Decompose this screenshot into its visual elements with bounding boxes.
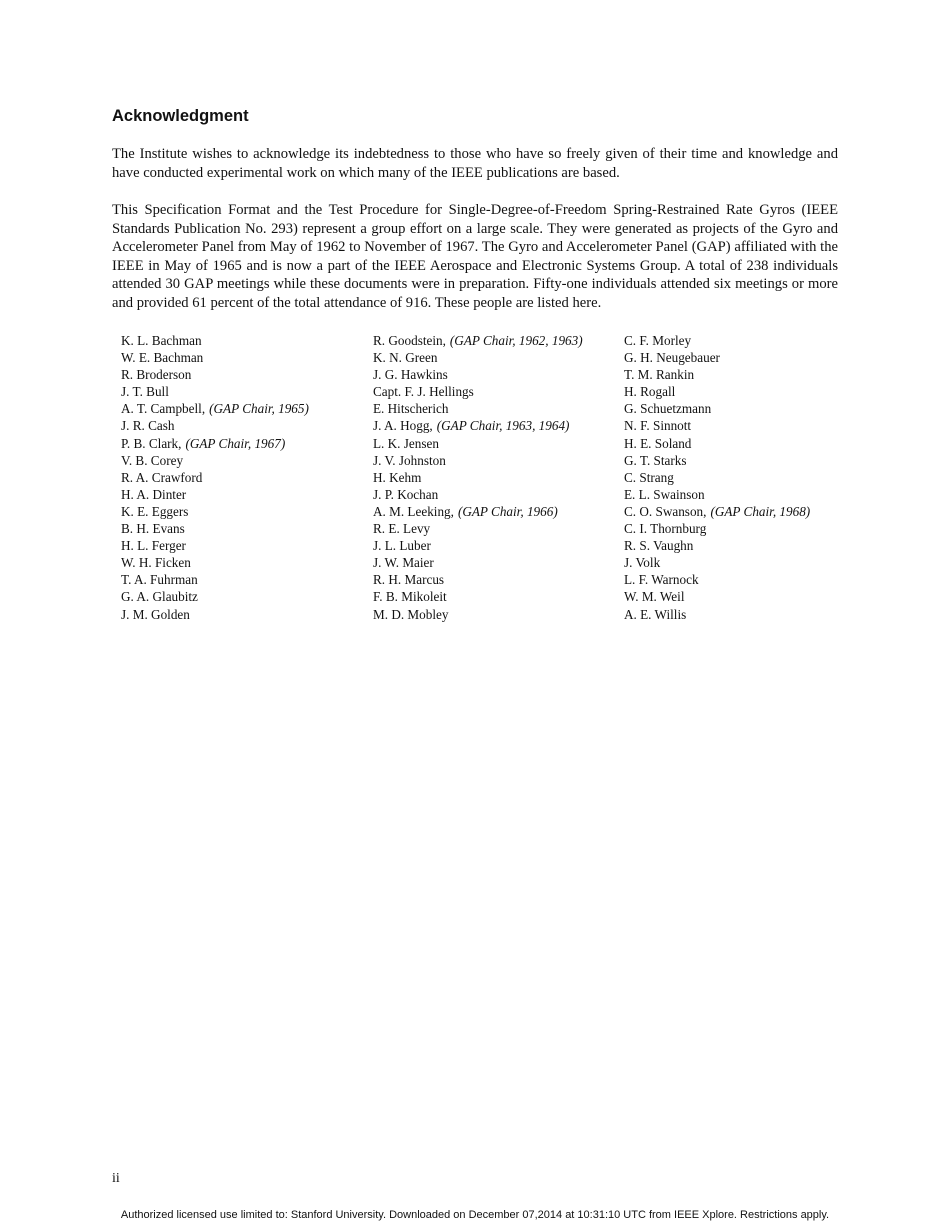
member-entry bbox=[121, 503, 309, 520]
member-entry bbox=[121, 400, 309, 417]
member-entry bbox=[373, 588, 583, 605]
member-name: A. E. Willis bbox=[624, 606, 687, 622]
member-name: P. B. Clark, bbox=[121, 435, 182, 451]
member-name: R. H. Marcus bbox=[373, 572, 445, 588]
member-name: L. F. Warnock bbox=[624, 572, 699, 588]
member-entry bbox=[373, 383, 583, 400]
member-entry bbox=[121, 606, 309, 623]
member-name: T. M. Rankin bbox=[624, 367, 695, 383]
gap-chair-note: (GAP Chair, 1967) bbox=[185, 435, 286, 451]
member-entry bbox=[373, 452, 583, 469]
member-name: E. L. Swainson bbox=[624, 486, 705, 502]
member-name: H. L. Ferger bbox=[121, 538, 186, 554]
member-name: G. A. Glaubitz bbox=[121, 589, 198, 605]
member-entry bbox=[624, 366, 810, 383]
member-name: V. B. Corey bbox=[121, 452, 184, 468]
member-entry bbox=[624, 349, 810, 366]
member-entry bbox=[624, 537, 810, 554]
member-name: K. N. Green bbox=[373, 350, 438, 366]
gap-chair-note: (GAP Chair, 1962, 1963) bbox=[449, 333, 583, 348]
member-name: G. H. Neugebauer bbox=[624, 350, 720, 366]
member-name: H. E. Soland bbox=[624, 435, 692, 451]
member-entry bbox=[373, 417, 583, 434]
member-name: C. O. Swanson, bbox=[624, 503, 707, 519]
member-entry bbox=[373, 537, 583, 554]
member-name: W. E. Bachman bbox=[121, 350, 204, 366]
member-entry bbox=[373, 486, 583, 503]
member-entry bbox=[121, 469, 309, 486]
panel-history-paragraph: This Specification Format and the Test Procedure for Single-Degree-of-Freedom Spring-Restrained Rate Gyros (IEEE Standards Publication No. 293) represent a group effort on a large scale. They were generated as projects of the Gyro and Accelerometer Panel from May of 1962 to November of 1967. The Gyro and Accelerometer Panel (GAP) affiliated with the IEEE in May of 1965 and is now a part of the IEEE Aerospace and Electronic Systems Group. A total of 238 individuals attended 30 GAP meetings while these documents were in preparation. Fifty-one individuals attended six meetings or more and provided 61 percent of the total attendance of 916. These people are listed here. bbox=[112, 202, 838, 311]
gap-chair-note: (GAP Chair, 1963, 1964) bbox=[436, 418, 570, 434]
member-entry bbox=[121, 452, 309, 469]
gap-chair-note: (GAP Chair, 1968) bbox=[710, 503, 811, 519]
member-entry bbox=[624, 383, 810, 400]
member-name: B. H. Evans bbox=[121, 521, 185, 537]
member-name: T. A. Fuhrman bbox=[121, 572, 198, 588]
license-footer: Authorized licensed use limited to: Stanford University. Downloaded on December 07,2014 at 10:31:10 UTC from IEEE Xplore. Restrictions apply. bbox=[120, 1209, 830, 1221]
member-entry bbox=[624, 571, 810, 588]
member-entry bbox=[373, 400, 583, 417]
member-name: K. L. Bachman bbox=[121, 333, 202, 348]
member-name: L. K. Jensen bbox=[373, 435, 439, 451]
member-name: J. M. Golden bbox=[121, 606, 190, 622]
member-entry bbox=[121, 435, 309, 452]
member-entry bbox=[624, 606, 810, 623]
member-entry bbox=[624, 503, 810, 520]
member-name: M. D. Mobley bbox=[373, 606, 449, 622]
member-name: A. M. Leeking, bbox=[373, 503, 454, 519]
member-name: Capt. F. J. Hellings bbox=[373, 384, 474, 400]
names-column-1 bbox=[121, 332, 309, 623]
member-entry bbox=[624, 554, 810, 571]
member-entry bbox=[373, 606, 583, 623]
member-name: J. Volk bbox=[624, 555, 661, 571]
member-name: W. H. Ficken bbox=[121, 555, 191, 571]
member-entry bbox=[624, 400, 810, 417]
member-name: J. V. Johnston bbox=[373, 452, 446, 468]
gap-chair-note: (GAP Chair, 1965) bbox=[209, 401, 309, 417]
member-entry bbox=[373, 435, 583, 452]
member-name: C. Strang bbox=[624, 469, 674, 485]
member-name: R. S. Vaughn bbox=[624, 538, 694, 554]
member-name: J. T. Bull bbox=[121, 384, 169, 400]
member-name: G. T. Starks bbox=[624, 452, 687, 468]
member-name: H. Rogall bbox=[624, 384, 676, 400]
page-heading: Acknowledgment bbox=[112, 107, 249, 125]
member-entry bbox=[373, 554, 583, 571]
member-entry bbox=[373, 349, 583, 366]
member-entry bbox=[373, 520, 583, 537]
member-name: K. E. Eggers bbox=[121, 503, 189, 519]
member-name: F. B. Mikoleit bbox=[373, 589, 447, 605]
names-column-3 bbox=[624, 332, 810, 623]
member-entry bbox=[624, 452, 810, 469]
member-name: R. E. Levy bbox=[373, 521, 431, 537]
member-entry bbox=[624, 435, 810, 452]
member-name: R. Goodstein, bbox=[373, 333, 446, 348]
member-entry bbox=[373, 469, 583, 486]
member-name: C. F. Morley bbox=[624, 333, 692, 348]
member-name: H. A. Dinter bbox=[121, 486, 187, 502]
member-entry bbox=[121, 554, 309, 571]
member-entry bbox=[121, 383, 309, 400]
member-entry bbox=[121, 520, 309, 537]
member-name: A. T. Campbell, bbox=[121, 401, 206, 417]
gap-chair-note: (GAP Chair, 1966) bbox=[457, 503, 558, 519]
member-entry bbox=[373, 366, 583, 383]
member-entry bbox=[121, 417, 309, 434]
member-name: J. W. Maier bbox=[373, 555, 434, 571]
member-entry bbox=[121, 571, 309, 588]
member-name: J. G. Hawkins bbox=[373, 367, 448, 383]
member-entry bbox=[624, 417, 810, 434]
page-number: ii bbox=[112, 1171, 120, 1186]
member-entry bbox=[624, 469, 810, 486]
member-name: J. R. Cash bbox=[121, 418, 175, 434]
member-name: C. I. Thornburg bbox=[624, 521, 707, 537]
member-name: G. Schuetzmann bbox=[624, 401, 712, 417]
member-entry bbox=[373, 571, 583, 588]
member-entry bbox=[121, 588, 309, 605]
member-entry bbox=[121, 537, 309, 554]
member-entry bbox=[373, 332, 583, 349]
member-name: W. M. Weil bbox=[624, 589, 685, 605]
member-entry bbox=[624, 486, 810, 503]
member-name: E. Hitscherich bbox=[373, 401, 449, 417]
member-name: J. L. Luber bbox=[373, 538, 431, 554]
member-entry bbox=[121, 349, 309, 366]
member-entry bbox=[373, 503, 583, 520]
member-entry bbox=[121, 486, 309, 503]
member-entry bbox=[624, 588, 810, 605]
member-name: H. Kehm bbox=[373, 469, 422, 485]
member-name: N. F. Sinnott bbox=[624, 418, 692, 434]
member-entry bbox=[121, 332, 309, 349]
member-entry bbox=[624, 520, 810, 537]
member-name: J. P. Kochan bbox=[373, 486, 439, 502]
member-name: J. A. Hogg, bbox=[373, 418, 433, 434]
member-name: R. A. Crawford bbox=[121, 469, 203, 485]
names-column-2 bbox=[373, 332, 583, 623]
member-entry bbox=[624, 332, 810, 349]
member-name: R. Broderson bbox=[121, 367, 192, 383]
member-entry bbox=[121, 366, 309, 383]
intro-paragraph: The Institute wishes to acknowledge its indebtedness to those who have so freely given of their time and knowledge and have conducted experimental work on which many of the IEEE publications are based. bbox=[112, 146, 838, 181]
